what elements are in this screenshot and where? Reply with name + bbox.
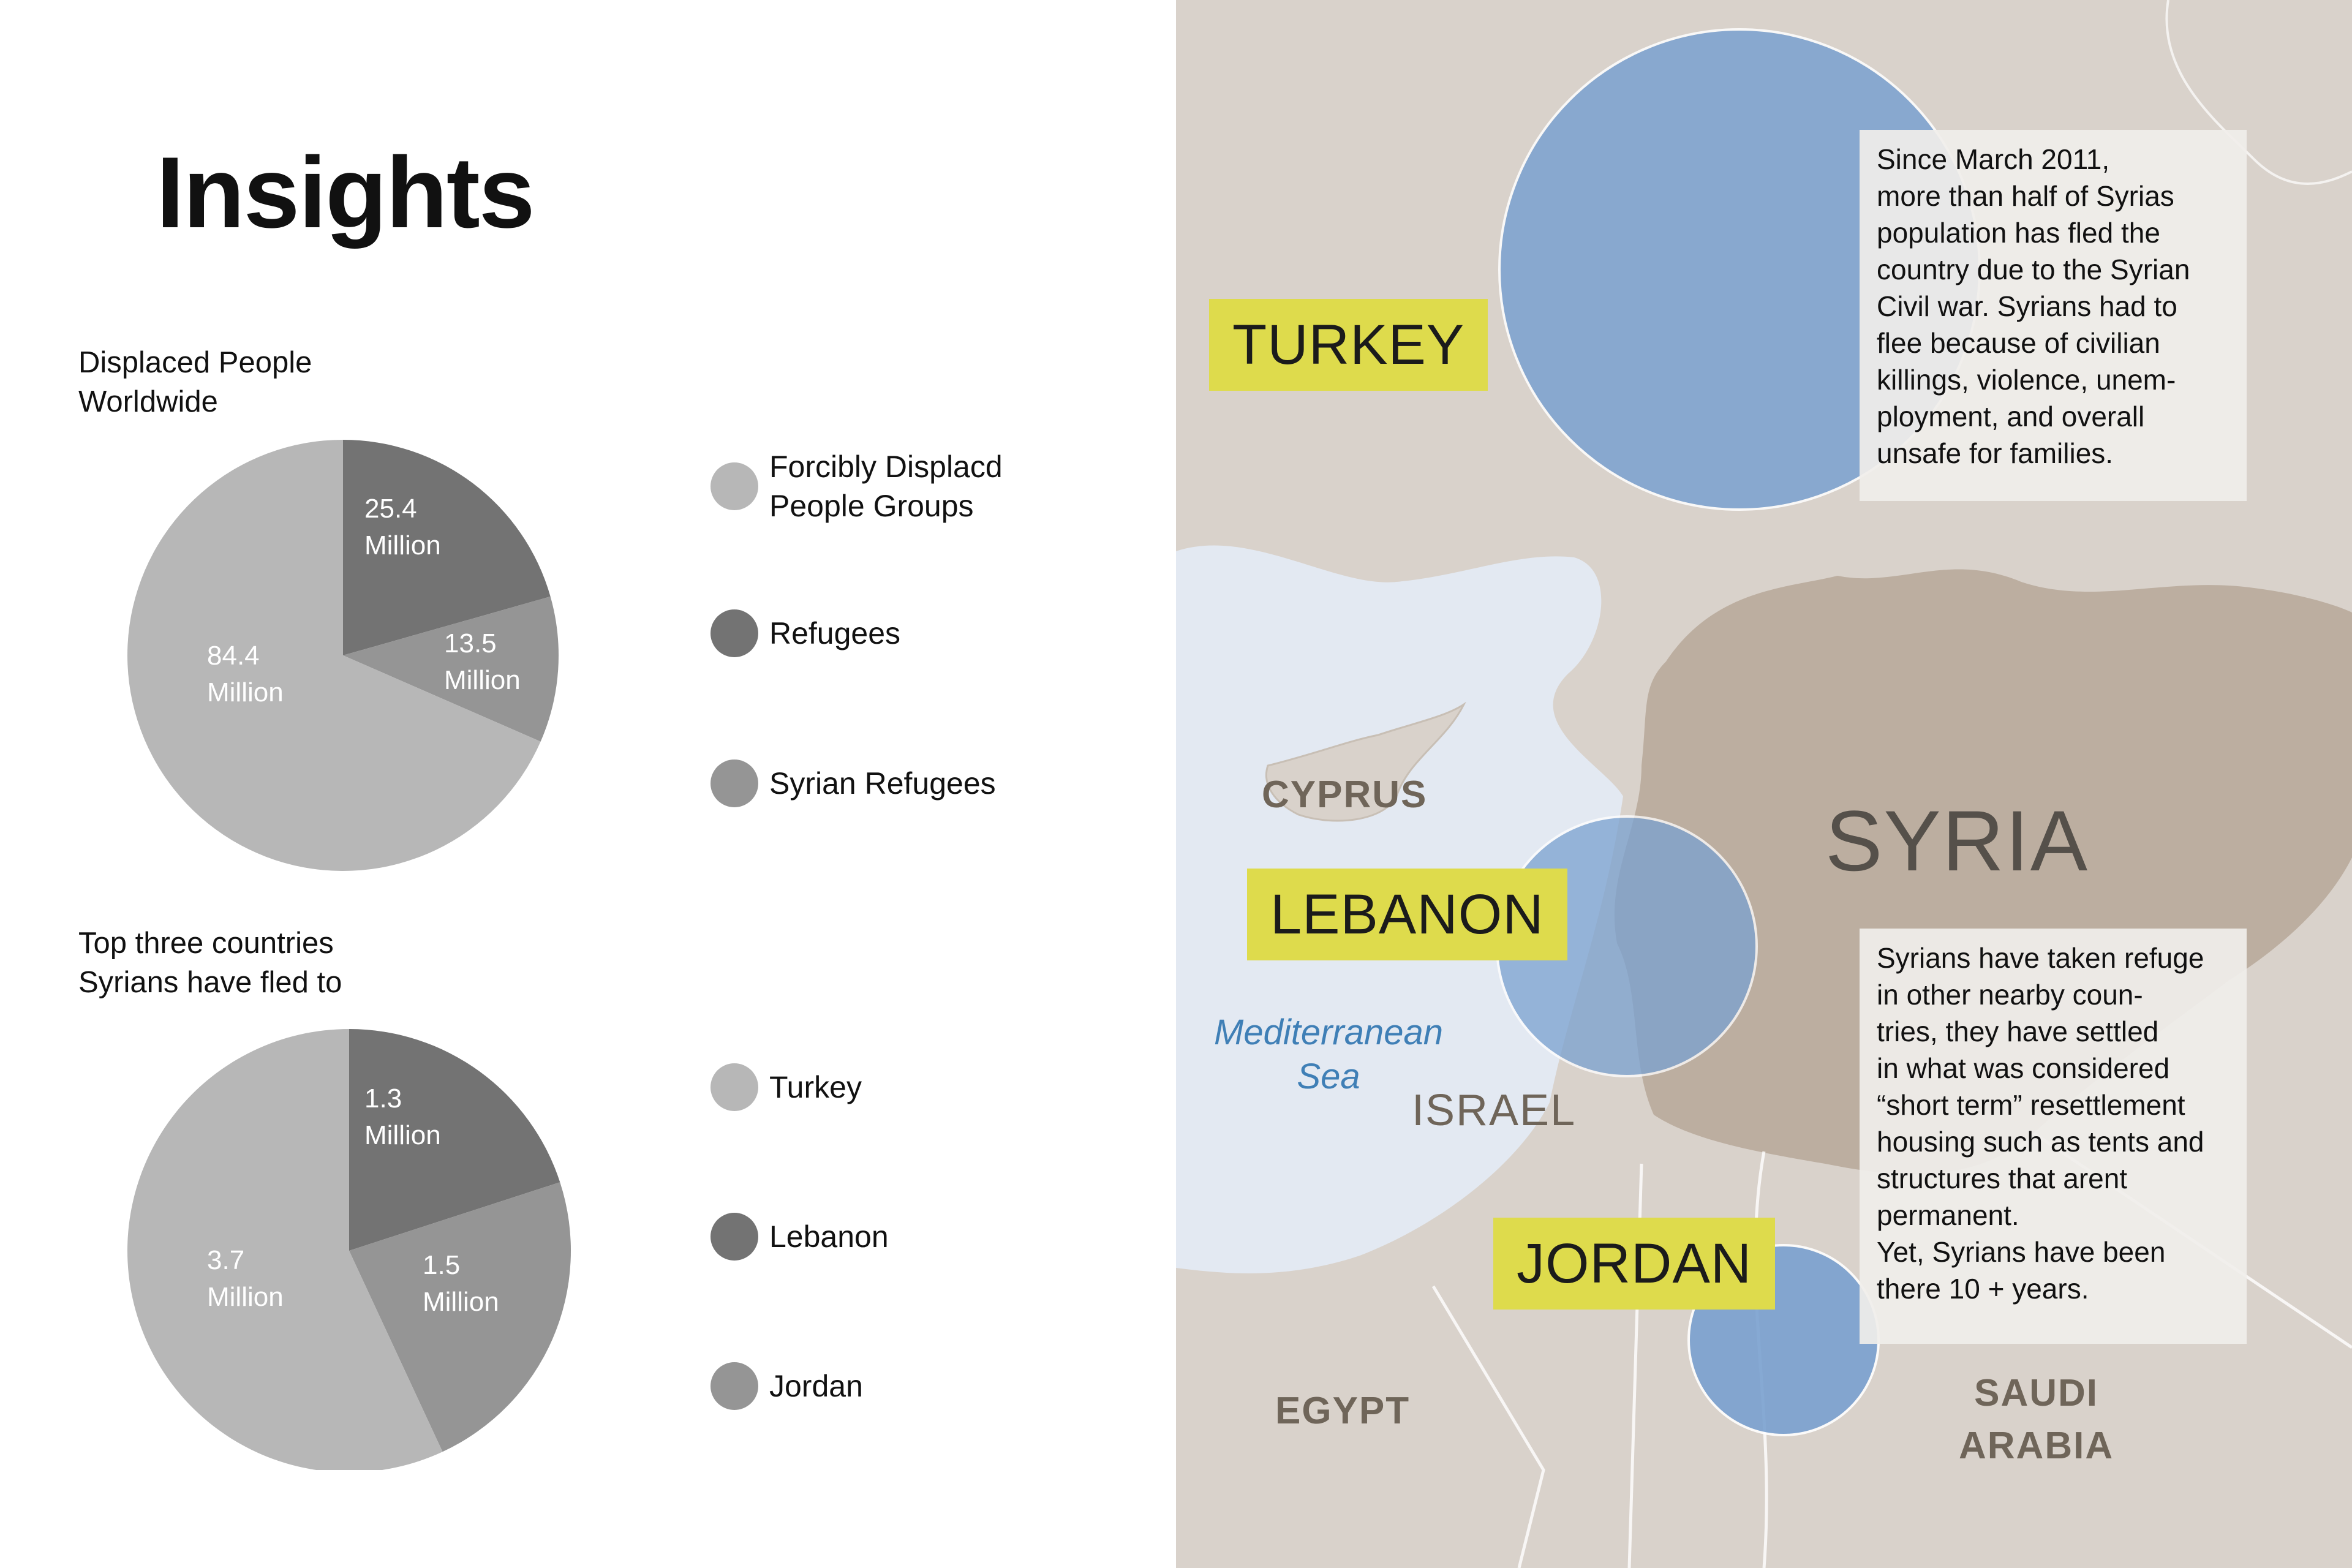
chart-title-top-countries: Top three countries Syrians have fled to xyxy=(78,927,342,999)
legend-swatch xyxy=(710,1063,758,1111)
tag-jordan: JORDAN xyxy=(1493,1218,1775,1310)
note-top: Since March 2011, more than half of Syrias population has fled the country due to the Syrian Civil war. Syrians had to flee because of civilian killings, violence, unem- ployment, and overall unsafe for families. xyxy=(1860,130,2247,501)
legend-item-syrian-refugees xyxy=(710,760,996,807)
tag-turkey: TURKEY xyxy=(1209,299,1488,391)
pie-data-label: 3.7 Million xyxy=(207,1245,284,1312)
note-bottom: Syrians have taken refuge in other nearby coun- tries, they have settled in what was considered “short term” resettlement housing such as tents and structures that arent permanent. Yet, Syrians have been there 10 + years. xyxy=(1860,929,2247,1344)
legend-swatch xyxy=(710,760,758,807)
legend-swatch xyxy=(710,1213,758,1261)
pie-data-label: 1.3 Million xyxy=(364,1084,441,1150)
label-saudi-arabia: SAUDI ARABIA xyxy=(1959,1372,2114,1467)
page-title: Insights xyxy=(156,136,534,249)
tag-lebanon: LEBANON xyxy=(1247,869,1567,960)
legend-label: Jordan xyxy=(769,1369,863,1403)
label-mediterranean-sea: Mediterranean Sea xyxy=(1214,1012,1443,1096)
legend-item-turkey xyxy=(710,1063,862,1111)
legend-item-refugees xyxy=(710,609,900,657)
legend-label: Forcibly Displacd People Groups xyxy=(769,450,1003,523)
legend-item-lebanon xyxy=(710,1213,889,1261)
legend-label: Refugees xyxy=(769,616,901,650)
chart-title-displaced: Displaced People Worldwide xyxy=(78,346,312,418)
legend-label: Lebanon xyxy=(769,1219,889,1254)
legend-swatch xyxy=(710,609,758,657)
pie-chart-top-countries xyxy=(123,1029,576,1470)
pie-data-label: 1.5 Million xyxy=(423,1250,499,1317)
legend-label: Syrian Refugees xyxy=(769,766,996,801)
legend-swatch xyxy=(710,1362,758,1410)
legend-item-forcibly-displaced xyxy=(710,447,1003,526)
pie-data-label: 25.4 Million xyxy=(364,494,441,560)
label-cyprus: CYPRUS xyxy=(1262,774,1428,816)
legend-label: Turkey xyxy=(769,1070,862,1104)
label-israel: ISRAEL xyxy=(1412,1086,1577,1135)
label-egypt: EGYPT xyxy=(1275,1390,1411,1432)
refugee-map xyxy=(1176,0,2352,1568)
legend-item-jordan xyxy=(710,1362,863,1410)
label-syria: SYRIA xyxy=(1825,793,2089,889)
pie-chart-displaced xyxy=(123,435,564,876)
legend-swatch xyxy=(710,462,758,510)
pie-data-label: 84.4 Million xyxy=(207,641,284,707)
pie-data-label: 13.5 Million xyxy=(444,628,521,695)
